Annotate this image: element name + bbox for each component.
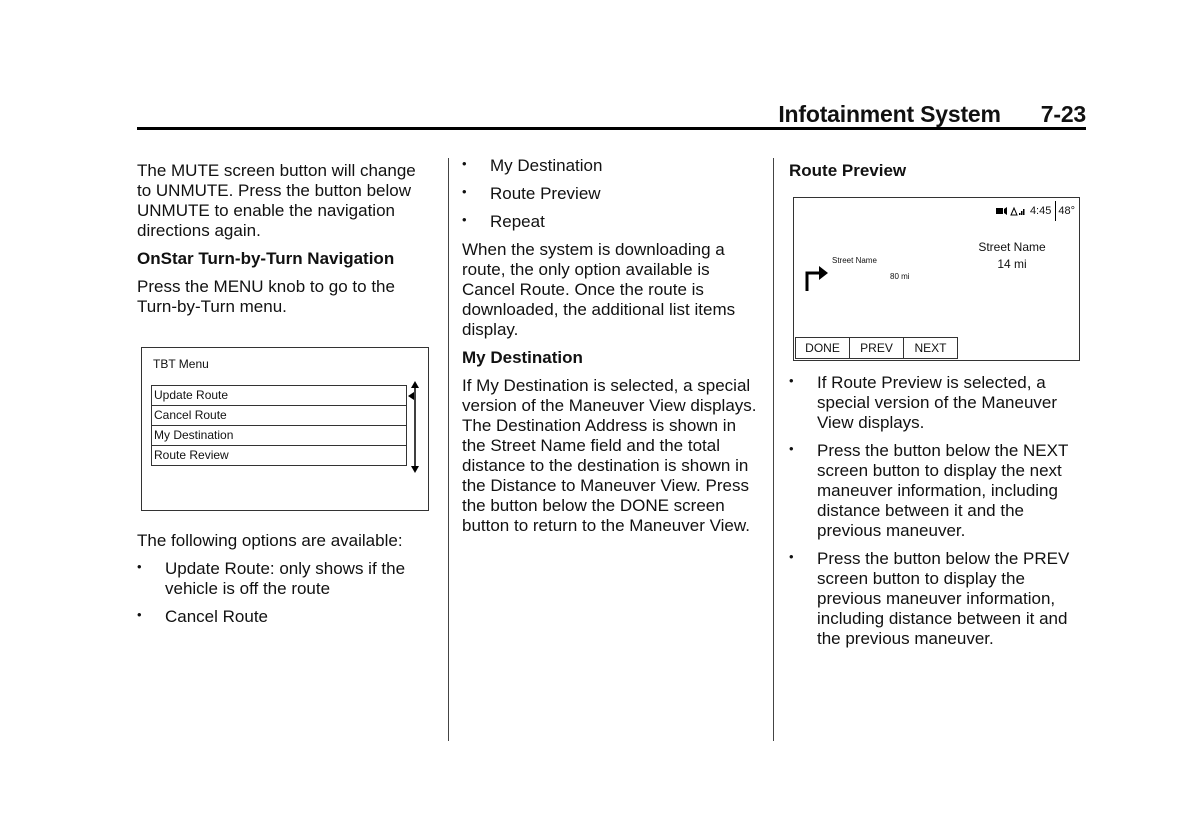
- section-heading: Route Preview: [789, 161, 907, 180]
- maneuver-street-name: Street Name: [832, 256, 877, 265]
- maneuver-distance: 80 mi: [890, 272, 910, 281]
- turn-right-arrow-icon: [804, 261, 830, 291]
- list-item: • Press the button below the NEXT screen button to display the next maneuver information, including distance between it and the previous maneuver.: [789, 441, 1069, 540]
- paragraph: If My Destination is selected, a special version of the Maneuver View displays. The Destination Address is shown in the Street Name field and the total distance to the destination is shown in the Distance to Maneuver View. Press the button below the DONE screen button to return to the Maneuver View.: [462, 376, 757, 535]
- column-1: [137, 161, 433, 635]
- page-header: [760, 101, 1086, 128]
- bullet-list: [462, 156, 762, 232]
- list-item: • Press the button below the PREV screen button to display the previous maneuver information, including distance between it and the previous maneuver.: [789, 549, 1070, 648]
- tbt-menu-item: Update Route: [152, 386, 406, 406]
- tbt-menu-item: My Destination: [152, 426, 406, 446]
- bullet-icon: •: [462, 212, 467, 227]
- bullet-list: [789, 373, 1086, 649]
- bullet-icon: •: [462, 184, 467, 199]
- scrollbar-icon: [408, 381, 422, 473]
- header-rule: [137, 127, 1086, 130]
- status-icons: [996, 206, 1026, 216]
- bullet-icon: •: [462, 156, 467, 171]
- bullet-icon: •: [137, 607, 142, 622]
- tbt-menu-item: Cancel Route: [152, 406, 406, 426]
- next-button: NEXT: [903, 337, 958, 359]
- distance-field: 14 mi: [997, 257, 1027, 271]
- column-divider: [773, 158, 774, 741]
- page-number: 7-23: [1040, 101, 1086, 127]
- section-title: Infotainment System: [778, 101, 1001, 127]
- tbt-menu-figure: [141, 347, 429, 511]
- list-item: • Cancel Route: [137, 607, 269, 626]
- prev-button: PREV: [849, 337, 904, 359]
- bullet-icon: •: [789, 373, 794, 388]
- list-item: • My Destination: [462, 156, 603, 175]
- bullet-icon: •: [137, 559, 142, 574]
- section-heading: My Destination: [462, 348, 583, 367]
- list-item: • Repeat: [462, 212, 545, 231]
- paragraph: Press the MENU knob to go to the Turn-by-Turn menu.: [137, 277, 395, 316]
- street-name-field: Street Name 14 mi: [978, 240, 1046, 271]
- paragraph: When the system is downloading a route, the only option available is Cancel Route. Once the route is downloaded, the additional list items display.: [462, 240, 736, 339]
- column-3: [789, 161, 1086, 657]
- bullet-icon: •: [789, 441, 794, 456]
- tbt-menu-list: [151, 385, 407, 466]
- bullet-list: [137, 559, 433, 627]
- section-heading: OnStar Turn-by-Turn Navigation: [137, 249, 395, 268]
- status-temp: 48°: [1055, 201, 1075, 221]
- route-preview-figure: [793, 197, 1080, 361]
- route-preview-buttons: [795, 337, 957, 359]
- paragraph: The MUTE screen button will change to UNMUTE. Press the button below UNMUTE to enable the navigation directions again.: [137, 161, 416, 240]
- status-time: 4:45: [1029, 205, 1052, 217]
- bullet-icon: •: [789, 549, 794, 564]
- done-button: DONE: [795, 337, 850, 359]
- list-item: • Route Preview: [462, 184, 601, 203]
- list-item: • Update Route: only shows if the vehicle is off the route: [137, 559, 406, 598]
- tbt-menu-item: Route Review: [154, 448, 229, 462]
- tbt-menu-title: TBT Menu: [153, 357, 209, 371]
- list-item: • If Route Preview is selected, a special version of the Maneuver View displays.: [789, 373, 1058, 432]
- column-2: [462, 156, 762, 544]
- column-divider: [448, 158, 449, 741]
- paragraph: The following options are available:: [137, 531, 403, 550]
- status-bar: [996, 201, 1075, 221]
